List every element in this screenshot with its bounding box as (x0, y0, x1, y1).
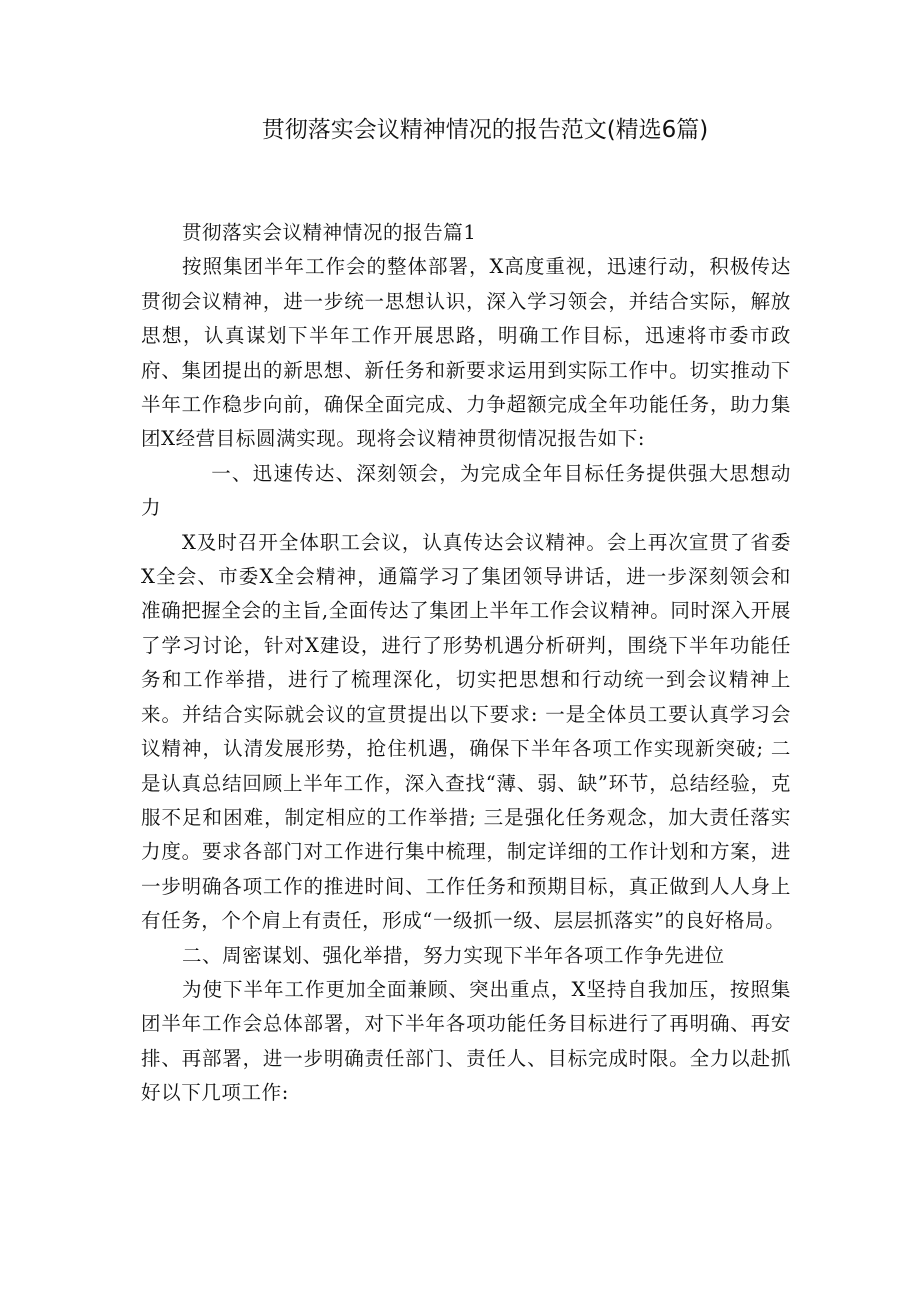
section-heading: 贯彻落实会议精神情况的报告篇1 (181, 221, 477, 244)
document-body (141, 216, 791, 1111)
body-paragraph: X及时召开全体职工会议，认真传达会议精神。会上再次宣贯了省委X全会、市委X全会精神，通篇学习了集团领导讲话，进一步深刻领会和准确把握全会的主旨,全面传达了集团上半年工作会议精神。同时深入开展了学习讨论，针对X建设，进行了形势机遇分析研判，围绕下半年功能任务和工作举措，进行了梳理深化，切实把思想和行动统一到会议精神上来。并结合实际就会议的宣贯提出以下要求: 一是全体员工要认真学习会议精神，认清发展形势，抢住机遇，确保下半年各项工作实现新突破; 二是认真总结回顾上半年工作，深入查找“薄、弱、缺”环节，总结经验，克服不足和困难，制定相应的工作举措; 三是强化任务观念，加大责任落实力度。要求各部门对工作进行集中梳理，制定详细的工作计划和方案，进一步明确各项工作的推进时间、工作任务和预期目标，真正做到人人身上有任务，个个肩上有责任，形成“一级抓一级、层层抓落实”的良好格局。 (141, 530, 791, 933)
body-paragraph: 按照集团半年工作会的整体部署，X高度重视，迅速行动，积极传达贯彻会议精神，进一步统一思想认识，深入学习领会，并结合实际，解放思想，认真谋划下半年工作开展思路，明确工作目标，迅速将市委市政府、集团提出的新思想、新任务和新要求运用到实际工作中。切实推动下半年工作稳步向前，确保全面完成、力争超额完成全年功能任务，助力集团X经营目标圆满实现。现将会议精神贯彻情况报告如下: (141, 255, 791, 451)
section-heading: 一、迅速传达、深刻领会，为完成全年目标任务提供强大思想动力 (141, 461, 791, 520)
body-paragraph: 为使下半年工作更加全面兼顾、突出重点，X坚持自我加压，按照集团半年工作会总体部署，对下半年各项功能任务目标进行了再明确、再安排、再部署，进一步明确责任部门、责任人、目标完成时限。全力以赴抓好以下几项工作: (141, 977, 791, 1105)
document-title: 贯彻落实会议精神情况的报告范文(精选6篇) (261, 117, 709, 143)
section-heading: 二、周密谋划、强化举措，努力实现下半年各项工作争先进位 (181, 943, 725, 967)
